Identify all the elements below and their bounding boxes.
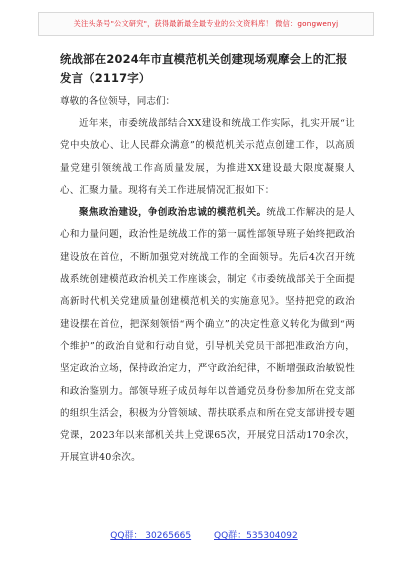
paragraph-intro-text: 近年来，市委统战部结合XX建设和统战工作实际，扎实开展“让党中央放心、让人民群众满意”的模范机关示范点创建工作，以高质量党建引领统战工作高质量发展，为推进XX建设最大限度凝聚人心、汇聚力量。现将有关工作进展情况汇报如下： xyxy=(60,118,355,196)
document-body xyxy=(60,50,355,470)
paragraph-intro xyxy=(60,113,355,202)
top-banner xyxy=(38,12,374,36)
salutation: 尊敬的各位领导，同志们： xyxy=(60,96,176,107)
paragraph-heading: 聚焦政治建设，争创政治忠诚的模范机关。 xyxy=(79,207,267,219)
document-title: 统战部在2024年市直模范机关创建现场观摩会上的汇报发言（2117字） xyxy=(60,52,348,85)
banner-text: 关注头条号"公文研究"，获得最新最全最专业的公文资料库！ 微信：gongwenyj xyxy=(73,19,339,28)
footer-contacts xyxy=(0,528,408,541)
paragraph-political-building-text: 统战工作解决的是人心和力量问题，政治性是统战工作的第一属性部领导班子始终把政治建设放在首位，不断加强党对统战工作的全面领导。先后4次召开统战系统创建模范政治机关工作座谈会，制定《市委统战部关于全面提高新时代机关党建质量创建模范机关的实施意见》。坚持把党的政治建设摆在首位，把深刻领悟“两个确立”的决定性意义转化为做到“两个维护”的政治自觉和行动自觉，引导机关党员干部把准政治方向，坚定政治立场，保持政治定力，严守政治纪律，不断增强政治敏锐性和政治鉴别力。部领导班子成员每年以普通党员身份参加所在党支部的组织生活会，积极为分管领域、帮扶联系点和所在党支部讲授专题党课，2023年以来部机关共上党课65次，开展党日活动170余次，开展宣讲40余次。 xyxy=(60,207,355,464)
qq-group-link-2[interactable]: QQ群：535304092 xyxy=(214,531,298,541)
qq-group-link-1[interactable]: QQ群： 30265665 xyxy=(110,531,192,541)
paragraph-political-building xyxy=(60,202,355,470)
